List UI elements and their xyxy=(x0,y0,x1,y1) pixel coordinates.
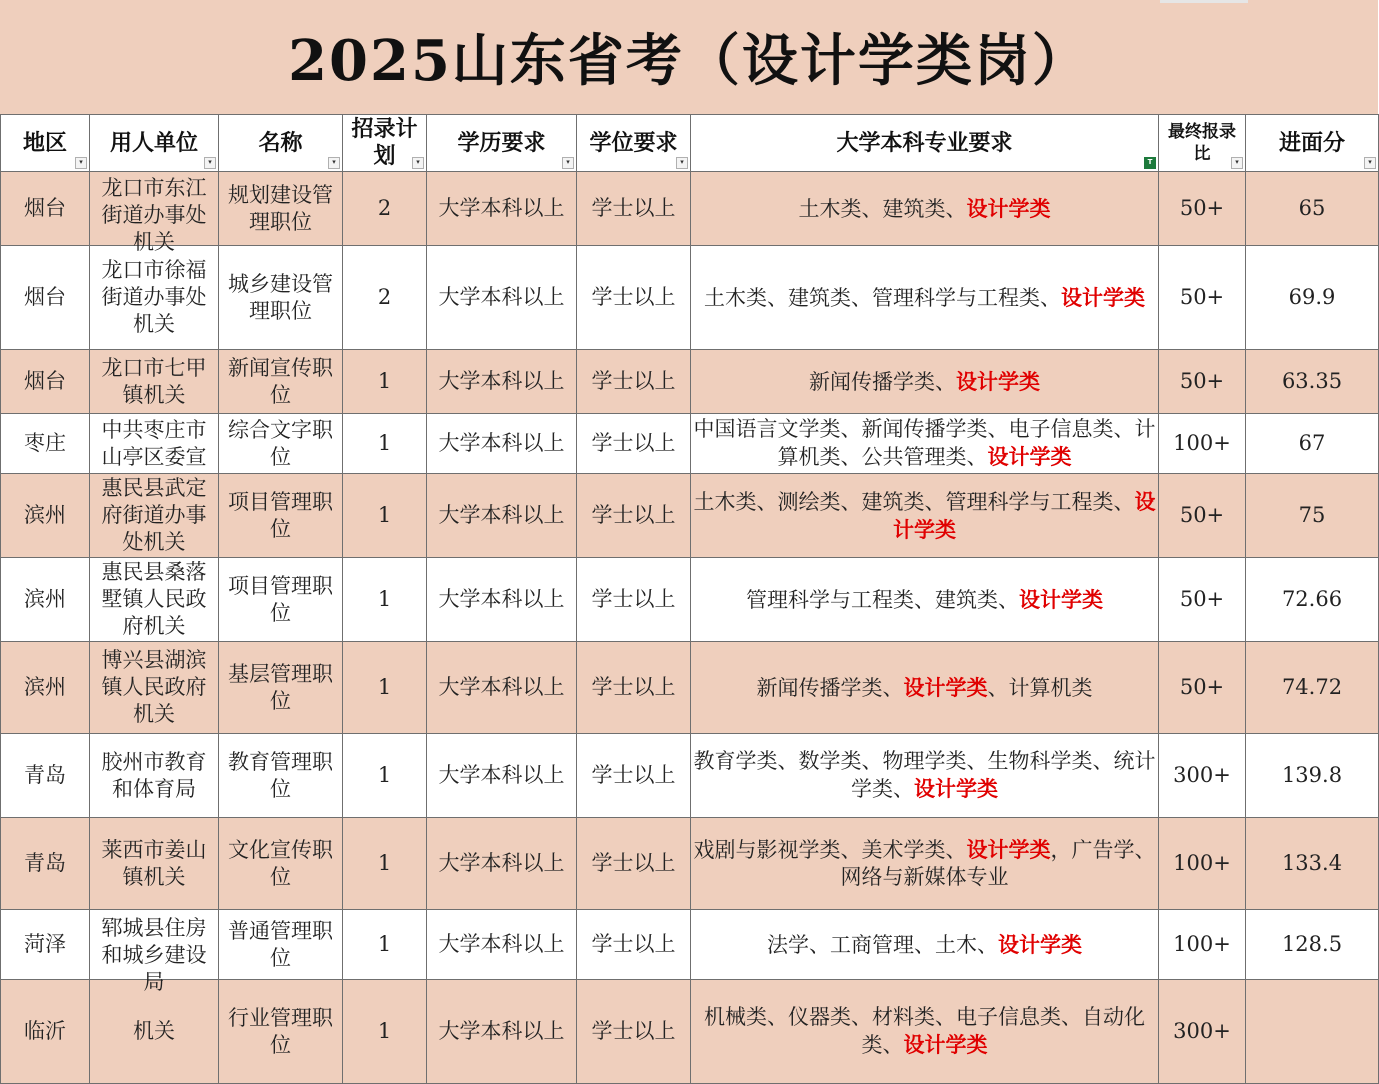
cell-quota-text: 2 xyxy=(377,285,392,309)
cell-ratio[interactable] xyxy=(1159,474,1246,558)
cell-region[interactable] xyxy=(1,172,90,246)
cell-score[interactable] xyxy=(1246,734,1379,818)
cell-education[interactable] xyxy=(427,818,577,910)
header-label: 名称 xyxy=(258,129,303,156)
cell-quota-text: 2 xyxy=(377,196,392,220)
cell-employer[interactable] xyxy=(90,734,219,818)
cell-degree-text: 学士以上 xyxy=(591,503,676,527)
cell-quota[interactable] xyxy=(343,172,427,246)
cell-ratio-text: 50+ xyxy=(1179,675,1225,699)
major-text: 戏剧与影视学类、美术学类、 xyxy=(693,838,967,862)
design-major-highlight: 设计学类 xyxy=(903,1032,988,1057)
cell-education-text: 大学本科以上 xyxy=(438,503,565,527)
cell-quota-text: 1 xyxy=(377,431,392,455)
cell-education-text: 大学本科以上 xyxy=(438,196,565,220)
table-body xyxy=(1,172,1379,1084)
cell-education-text: 大学本科以上 xyxy=(438,285,565,309)
cell-major[interactable] xyxy=(691,350,1159,414)
table-row xyxy=(1,642,1379,734)
cell-region[interactable] xyxy=(1,414,90,474)
page-title: 2025山东省考（设计学类岗） xyxy=(288,28,1090,94)
major-text: 教育学类、数学类、物理学类、生物科学类、统计学类、 xyxy=(693,749,1156,801)
major-text: 法学、工商管理、土木、 xyxy=(767,932,998,957)
cell-major[interactable] xyxy=(691,172,1159,246)
table-row xyxy=(1,558,1379,642)
cell-region-text: 烟台 xyxy=(24,369,66,393)
cell-score[interactable] xyxy=(1246,980,1379,1084)
cell-employer[interactable] xyxy=(90,642,219,734)
cell-quota[interactable] xyxy=(343,558,427,642)
header-major[interactable] xyxy=(691,115,1159,172)
cell-ratio-text: 300+ xyxy=(1173,1019,1231,1043)
cell-degree[interactable] xyxy=(577,910,691,980)
cell-position-text: 规划建设管理职位 xyxy=(228,182,333,234)
cell-ratio-text: 300+ xyxy=(1173,763,1231,787)
cell-ratio[interactable] xyxy=(1159,558,1246,642)
cell-position[interactable] xyxy=(219,246,343,350)
cell-score[interactable] xyxy=(1246,350,1379,414)
design-major-highlight: 设计学类 xyxy=(914,776,998,801)
cell-employer-text: 惠民县武定府街道办事处机关 xyxy=(101,476,207,554)
design-major-highlight: 设计学类 xyxy=(987,444,1072,469)
filter-dropdown-icon[interactable]: ▾ xyxy=(562,157,574,169)
cell-employer[interactable] xyxy=(90,558,219,642)
cell-employer[interactable] xyxy=(90,910,219,994)
cell-employer[interactable] xyxy=(90,172,219,254)
cell-major[interactable] xyxy=(691,734,1159,818)
cell-position[interactable] xyxy=(219,642,343,734)
cell-degree-text: 学士以上 xyxy=(591,763,676,787)
cell-position-text: 教育管理职位 xyxy=(228,749,333,801)
cell-score-text: 69.9 xyxy=(1288,285,1336,309)
cell-ratio-text: 50+ xyxy=(1179,503,1225,527)
cell-position-text: 新闻宣传职位 xyxy=(228,355,333,407)
cell-region[interactable] xyxy=(1,246,90,350)
cell-degree[interactable] xyxy=(577,172,691,246)
cell-position-text: 文化宣传职位 xyxy=(228,837,333,889)
filter-dropdown-icon[interactable]: ▾ xyxy=(75,157,87,169)
cell-score[interactable] xyxy=(1246,172,1379,246)
cell-degree[interactable] xyxy=(577,474,691,558)
cell-ratio-text: 50+ xyxy=(1179,196,1225,220)
cell-region-text: 枣庄 xyxy=(24,431,66,455)
cell-education[interactable] xyxy=(427,734,577,818)
cell-position-text: 城乡建设管理职位 xyxy=(228,271,333,323)
cell-score-text: 72.66 xyxy=(1281,587,1343,611)
positions-table xyxy=(0,114,1379,1084)
cell-quota-text: 1 xyxy=(377,932,392,956)
cell-employer-text: 博兴县湖滨镇人民政府机关 xyxy=(101,648,207,726)
major-text: 土木类、建筑类、 xyxy=(798,196,967,221)
header-score[interactable] xyxy=(1246,115,1379,172)
design-major-highlight: 设计学类 xyxy=(1019,586,1103,612)
cell-region-text: 滨州 xyxy=(24,503,66,527)
cell-degree[interactable] xyxy=(577,246,691,350)
cell-education-text: 大学本科以上 xyxy=(438,369,565,393)
cell-score-text: 65 xyxy=(1298,196,1326,220)
cell-position[interactable] xyxy=(219,474,343,558)
cell-education-text: 大学本科以上 xyxy=(438,675,565,699)
cell-employer[interactable] xyxy=(90,350,219,414)
cell-degree[interactable] xyxy=(577,818,691,910)
cell-degree-text: 学士以上 xyxy=(591,285,676,309)
cell-quota[interactable] xyxy=(343,350,427,414)
cell-quota[interactable] xyxy=(343,246,427,350)
cell-region[interactable] xyxy=(1,818,90,910)
cell-score[interactable] xyxy=(1246,414,1379,474)
cell-position-text: 基层管理职位 xyxy=(228,661,333,713)
cell-ratio[interactable] xyxy=(1159,818,1246,910)
cell-major[interactable] xyxy=(691,246,1159,350)
cell-ratio-text: 50+ xyxy=(1179,369,1225,393)
cell-education[interactable] xyxy=(427,474,577,558)
cell-score[interactable] xyxy=(1246,818,1379,910)
cell-employer[interactable] xyxy=(90,414,219,474)
cell-education[interactable] xyxy=(427,246,577,350)
cell-region[interactable] xyxy=(1,910,90,980)
table-row xyxy=(1,414,1379,474)
major-text: ，广告学、网络与新媒体专业 xyxy=(840,838,1156,889)
table-row xyxy=(1,734,1379,818)
header-degree[interactable] xyxy=(577,115,691,172)
major-text: 新闻传播学类、 xyxy=(809,369,956,394)
cell-degree-text: 学士以上 xyxy=(591,587,676,611)
cell-score[interactable] xyxy=(1246,642,1379,734)
cell-quota[interactable] xyxy=(343,734,427,818)
cell-ratio-text: 50+ xyxy=(1179,587,1225,611)
cell-quota-text: 1 xyxy=(377,587,392,611)
cell-ratio[interactable] xyxy=(1159,172,1246,246)
cell-score[interactable] xyxy=(1246,474,1379,558)
major-text: 、计算机类 xyxy=(987,675,1093,700)
cell-education-text: 大学本科以上 xyxy=(438,431,565,455)
cell-position[interactable] xyxy=(219,734,343,818)
cell-employer[interactable] xyxy=(90,246,219,350)
header-label: 大学本科专业要求 xyxy=(836,129,1013,156)
table-row xyxy=(1,980,1379,1084)
cell-employer-text: 胶州市教育和体育局 xyxy=(101,749,207,801)
cell-quota-text: 1 xyxy=(377,1019,392,1043)
cell-ratio-text: 50+ xyxy=(1179,285,1225,309)
cell-score-text: 75 xyxy=(1298,503,1326,527)
cell-position[interactable] xyxy=(219,350,343,414)
cell-position-text: 项目管理职位 xyxy=(228,573,333,625)
cell-region-text: 烟台 xyxy=(24,196,66,220)
cell-quota[interactable] xyxy=(343,980,427,1084)
cell-education[interactable] xyxy=(427,910,577,980)
filter-dropdown-icon[interactable]: ▾ xyxy=(676,157,688,169)
header-label: 学位要求 xyxy=(589,129,678,156)
header-region[interactable] xyxy=(1,115,90,172)
cell-major[interactable] xyxy=(691,642,1159,734)
cell-degree-text: 学士以上 xyxy=(591,431,676,455)
cell-region-text: 烟台 xyxy=(24,285,66,309)
cell-region[interactable] xyxy=(1,558,90,642)
cell-score-text: 139.8 xyxy=(1281,763,1343,787)
filter-dropdown-icon[interactable]: ▾ xyxy=(1364,157,1376,169)
cell-education[interactable] xyxy=(427,980,577,1084)
filter-dropdown-icon[interactable]: ▾ xyxy=(204,157,216,169)
major-text: 管理科学与工程类、建筑类、 xyxy=(746,587,1019,612)
cell-region-text: 临沂 xyxy=(24,1019,66,1043)
cell-ratio[interactable] xyxy=(1159,910,1246,980)
header-label: 最终报录比 xyxy=(1168,122,1236,164)
cell-region-text: 滨州 xyxy=(24,587,66,611)
table-row xyxy=(1,350,1379,414)
cell-region-text: 滨州 xyxy=(24,675,66,699)
cell-degree[interactable] xyxy=(577,980,691,1084)
table-row xyxy=(1,246,1379,350)
cell-score[interactable] xyxy=(1246,246,1379,350)
design-major-highlight: 设计学类 xyxy=(903,674,988,700)
cell-major[interactable] xyxy=(691,474,1159,558)
cell-major[interactable] xyxy=(691,910,1159,980)
cell-ratio[interactable] xyxy=(1159,414,1246,474)
cell-score[interactable] xyxy=(1246,558,1379,642)
design-major-highlight: 设计学类 xyxy=(956,368,1040,394)
cell-ratio[interactable] xyxy=(1159,246,1246,350)
cell-education[interactable] xyxy=(427,350,577,414)
cell-education[interactable] xyxy=(427,558,577,642)
cell-region-text: 青岛 xyxy=(24,851,66,875)
design-major-highlight: 设计学类 xyxy=(998,931,1082,957)
cell-region[interactable] xyxy=(1,980,90,1084)
cell-region[interactable] xyxy=(1,350,90,414)
cell-region-text: 菏泽 xyxy=(24,932,66,956)
cell-region[interactable] xyxy=(1,642,90,734)
cell-position[interactable] xyxy=(219,980,343,1084)
cell-quota-text: 1 xyxy=(377,503,392,527)
header-label: 招录计划 xyxy=(351,116,418,169)
cell-position[interactable] xyxy=(219,818,343,910)
cell-position-text: 项目管理职位 xyxy=(228,489,333,541)
cell-quota[interactable] xyxy=(343,818,427,910)
cell-position[interactable] xyxy=(219,558,343,642)
title-banner xyxy=(0,0,1378,115)
cell-ratio-text: 100+ xyxy=(1173,932,1231,956)
cell-degree-text: 学士以上 xyxy=(591,196,676,220)
design-major-highlight: 设计学类 xyxy=(966,837,1051,862)
corner-mark xyxy=(1160,0,1248,3)
cell-score-text: 74.72 xyxy=(1281,675,1343,699)
cell-degree-text: 学士以上 xyxy=(591,932,676,956)
major-text: 新闻传播学类、 xyxy=(756,675,904,700)
cell-region[interactable] xyxy=(1,734,90,818)
cell-degree-text: 学士以上 xyxy=(591,369,676,393)
cell-education-text: 大学本科以上 xyxy=(438,1019,565,1043)
major-text: 土木类、建筑类、管理科学与工程类、 xyxy=(704,285,1061,310)
cell-employer-text: 龙口市东江街道办事处机关 xyxy=(101,175,207,254)
cell-education-text: 大学本科以上 xyxy=(438,587,565,611)
cell-score-text: 133.4 xyxy=(1281,851,1343,875)
cell-employer-text: 中共枣庄市山亭区委宣 xyxy=(101,417,207,469)
cell-employer-text: 龙口市七甲镇机关 xyxy=(101,355,207,407)
cell-score-text: 63.35 xyxy=(1281,369,1343,393)
cell-education-text: 大学本科以上 xyxy=(438,851,565,875)
cell-region-text: 青岛 xyxy=(24,763,66,787)
cell-employer-text: 机关 xyxy=(133,1019,175,1043)
header-education[interactable] xyxy=(427,115,577,172)
table-row xyxy=(1,818,1379,910)
cell-education[interactable] xyxy=(427,414,577,474)
header-quota[interactable] xyxy=(343,115,427,172)
cell-position[interactable] xyxy=(219,172,343,246)
cell-major[interactable] xyxy=(691,414,1159,474)
design-major-highlight: 设计学类 xyxy=(966,195,1051,221)
cell-degree[interactable] xyxy=(577,558,691,642)
cell-employer[interactable] xyxy=(90,818,219,910)
cell-position-text: 普通管理职位 xyxy=(228,918,333,970)
cell-quota[interactable] xyxy=(343,910,427,980)
header-label: 地区 xyxy=(22,129,67,156)
cell-quota[interactable] xyxy=(343,642,427,734)
cell-education-text: 大学本科以上 xyxy=(438,932,565,956)
filter-dropdown-icon[interactable]: ▾ xyxy=(328,157,340,169)
cell-ratio-text: 100+ xyxy=(1173,431,1231,455)
cell-degree-text: 学士以上 xyxy=(591,851,676,875)
cell-quota-text: 1 xyxy=(377,675,392,699)
header-label: 进面分 xyxy=(1278,129,1345,156)
cell-position[interactable] xyxy=(219,910,343,980)
major-text: 土木类、测绘类、建筑类、管理科学与工程类、 xyxy=(693,489,1135,514)
cell-major[interactable] xyxy=(691,818,1159,910)
header-label: 学历要求 xyxy=(457,129,546,156)
cell-position-text: 行业管理职位 xyxy=(228,1005,333,1057)
cell-score[interactable] xyxy=(1246,910,1379,980)
major-text: 机械类、仪器类、材料类、电子信息类、自动化类、 xyxy=(704,1005,1145,1057)
design-major-highlight: 设计学类 xyxy=(893,488,1156,542)
cell-degree[interactable] xyxy=(577,734,691,818)
table-row xyxy=(1,474,1379,558)
cell-ratio[interactable] xyxy=(1159,734,1246,818)
cell-degree-text: 学士以上 xyxy=(591,675,676,699)
filter-active-icon[interactable]: T xyxy=(1144,157,1156,169)
cell-quota-text: 1 xyxy=(377,369,392,393)
design-major-highlight: 设计学类 xyxy=(1061,284,1145,310)
cell-major[interactable] xyxy=(691,980,1159,1084)
cell-degree[interactable] xyxy=(577,414,691,474)
cell-major[interactable] xyxy=(691,558,1159,642)
cell-quota[interactable] xyxy=(343,414,427,474)
cell-ratio[interactable] xyxy=(1159,350,1246,414)
cell-quota[interactable] xyxy=(343,474,427,558)
cell-degree-text: 学士以上 xyxy=(591,1019,676,1043)
cell-ratio[interactable] xyxy=(1159,642,1246,734)
cell-degree[interactable] xyxy=(577,642,691,734)
cell-education[interactable] xyxy=(427,642,577,734)
header-ratio[interactable] xyxy=(1159,115,1246,172)
filter-dropdown-icon[interactable]: ▾ xyxy=(412,157,424,169)
header-row xyxy=(1,115,1379,172)
cell-ratio-text: 100+ xyxy=(1173,851,1231,875)
cell-score-text: 67 xyxy=(1298,431,1326,455)
cell-employer-text: 惠民县桑落墅镇人民政府机关 xyxy=(101,560,207,638)
cell-employer-text: 龙口市徐福街道办事处机关 xyxy=(101,258,207,336)
cell-ratio[interactable] xyxy=(1159,980,1246,1084)
cell-degree[interactable] xyxy=(577,350,691,414)
major-text: 中国语言文学类、新闻传播学类、电子信息类、计算机类、公共管理类、 xyxy=(693,417,1156,469)
cell-education-text: 大学本科以上 xyxy=(438,763,565,787)
filter-dropdown-icon[interactable]: ▾ xyxy=(1231,157,1243,169)
cell-quota-text: 1 xyxy=(377,851,392,875)
cell-employer[interactable] xyxy=(90,474,219,558)
cell-score-text: 128.5 xyxy=(1281,932,1343,956)
cell-position-text: 综合文字职位 xyxy=(228,417,333,469)
cell-position[interactable] xyxy=(219,414,343,474)
cell-education[interactable] xyxy=(427,172,577,246)
header-position[interactable] xyxy=(219,115,343,172)
cell-employer-text: 郓城县住房和城乡建设局 xyxy=(101,915,207,994)
cell-region[interactable] xyxy=(1,474,90,558)
table-row xyxy=(1,172,1379,246)
cell-quota-text: 1 xyxy=(377,763,392,787)
header-employer[interactable] xyxy=(90,115,219,172)
cell-employer-text: 莱西市姜山镇机关 xyxy=(101,837,207,889)
header-label: 用人单位 xyxy=(109,129,198,156)
table-row xyxy=(1,910,1379,980)
